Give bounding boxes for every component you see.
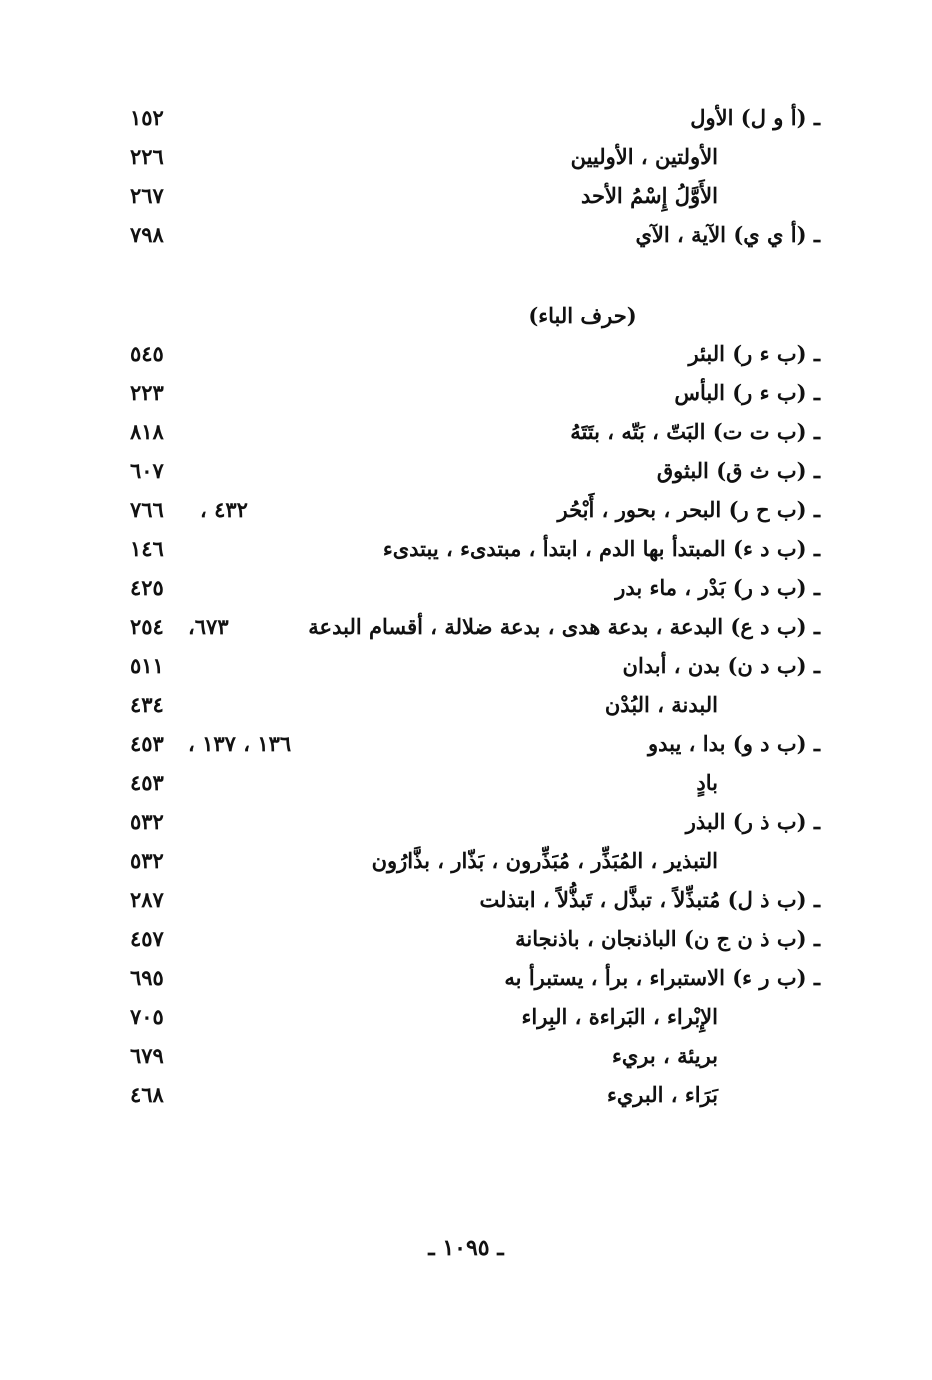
index-entry [120, 1077, 820, 1116]
entry-term: الأولتين ، الأوليين [570, 144, 718, 169]
entry-term: ـ (أ و ل) الأول [690, 105, 820, 130]
index-entry [120, 1038, 820, 1077]
entry-term: ـ (ب د ن) بدن ، أبدان [622, 653, 820, 678]
index-entry [120, 453, 820, 492]
entry-term: بادٍ [696, 770, 718, 795]
entry-page: ٥٤٥ [130, 341, 164, 366]
entry-extra-pages: ١٣٦ ، ١٣٧ ، [188, 731, 292, 756]
page-number: ـ ١٠٩٥ ـ [428, 1235, 504, 1261]
index-entry [120, 100, 820, 139]
entry-term: الإِبْراء ، البَراءة ، البِراء [521, 1004, 718, 1029]
index-entry [120, 843, 820, 882]
entry-page: ٢٨٧ [130, 887, 164, 912]
entry-page: ٢٥٤ [130, 614, 164, 639]
index-entry [120, 960, 820, 999]
index-entry [120, 531, 820, 570]
index-entry [120, 882, 820, 921]
entry-term: ـ (ب ث ق) البثوق [656, 458, 820, 483]
entry-page: ٢٢٦ [130, 144, 164, 169]
entry-page: ٢٢٣ [130, 380, 164, 405]
entry-term: ـ (ب ت ت) البَتّ ، بَتّه ، بتَتَهُ [570, 419, 820, 444]
entry-term: البدنة ، البُدْن [604, 692, 718, 717]
entry-page: ٤٥٣ [130, 770, 164, 795]
entry-term: بريئة ، بريء [611, 1043, 718, 1068]
index-entry [120, 336, 820, 375]
entry-page: ٤٢٥ [130, 575, 164, 600]
index-entry [120, 375, 820, 414]
section-spacer [120, 256, 820, 296]
entry-extra-pages: ٦٧٣، [188, 614, 229, 639]
entry-term: ـ (ب ء ر) البئر [688, 341, 820, 366]
entry-term: ـ (ب ذ ل) مُتبذِّلاً ، تبذَّل ، تَبذُّلاً ، ابتذلت [479, 887, 820, 912]
entry-term: الأَوَّلُ إِسْمُ الأحد [580, 183, 718, 208]
entry-term: ـ (أ ي ي) الآية ، الآي [635, 222, 820, 247]
entry-term: ـ (ب ذ ر) البذر [685, 809, 820, 834]
index-entry [120, 178, 820, 217]
index-entry [120, 648, 820, 687]
entry-page: ٧٩٨ [130, 222, 164, 247]
index-entry [120, 921, 820, 960]
entry-page: ٢٦٧ [130, 183, 164, 208]
entry-page: ٥١١ [130, 653, 164, 678]
entry-extra-pages: ٤٣٢ ، [200, 497, 248, 522]
entry-page: ٧٠٥ [130, 1004, 164, 1029]
index-entry [120, 804, 820, 843]
entry-term: ـ (ب ء ر) البأس [674, 380, 820, 405]
entry-term: ـ (ب د ء) المبتدأ بها الدم ، ابتدأ ، مبتدىء ، يبتدىء [382, 536, 820, 561]
entry-page: ١٥٢ [130, 105, 164, 130]
entry-term: التبذير ، المُبَذِّر ، مُبَذِّرون ، بَذّار ، بذَّارُون [371, 848, 718, 873]
entry-page: ٤٥٣ [130, 731, 164, 756]
index-entry [120, 609, 820, 648]
entry-page: ٦٩٥ [130, 965, 164, 990]
entry-page: ٥٣٢ [130, 809, 164, 834]
index-entry [120, 726, 820, 765]
entry-page: ٤٥٧ [130, 926, 164, 951]
entry-page: ٤٦٨ [130, 1082, 164, 1107]
entry-page: ١٤٦ [130, 536, 164, 561]
index-entry [120, 217, 820, 256]
entry-page: ٨١٨ [130, 419, 164, 444]
entry-term: ـ (ب ر ء) الاستبراء ، برأ ، يستبرأ به [504, 965, 820, 990]
entry-term: بَرَاء ، البريء [606, 1082, 718, 1107]
index-entry [120, 570, 820, 609]
index-entry [120, 492, 820, 531]
entry-page: ٦٠٧ [130, 458, 164, 483]
entry-term: ـ (ب د ر) بَدْر ، ماء بدر [615, 575, 820, 600]
entry-term: ـ (ب د و) بدا ، يبدو [648, 731, 820, 756]
entry-term: ـ (ب ذ ن ج ن) الباذنجان ، باذنجانة [515, 926, 820, 951]
entry-page: ٧٦٦ [130, 497, 164, 522]
index-entry [120, 999, 820, 1038]
entry-page: ٤٣٤ [130, 692, 164, 717]
section-heading: (حرف الباء) [528, 303, 637, 328]
index-entry [120, 687, 820, 726]
index-entries [120, 100, 820, 1116]
index-entry [120, 765, 820, 804]
entry-term: ـ (ب د ع) البدعة ، بدعة هدى ، بدعة ضلالة ، أقسام البدعة [308, 614, 820, 639]
index-entry [120, 139, 820, 178]
index-entry [120, 414, 820, 453]
entry-page: ٥٣٢ [130, 848, 164, 873]
entry-page: ٦٧٩ [130, 1043, 164, 1068]
entry-term: ـ (ب ح ر) البحر ، بحور ، أَبْحُر [557, 497, 820, 522]
